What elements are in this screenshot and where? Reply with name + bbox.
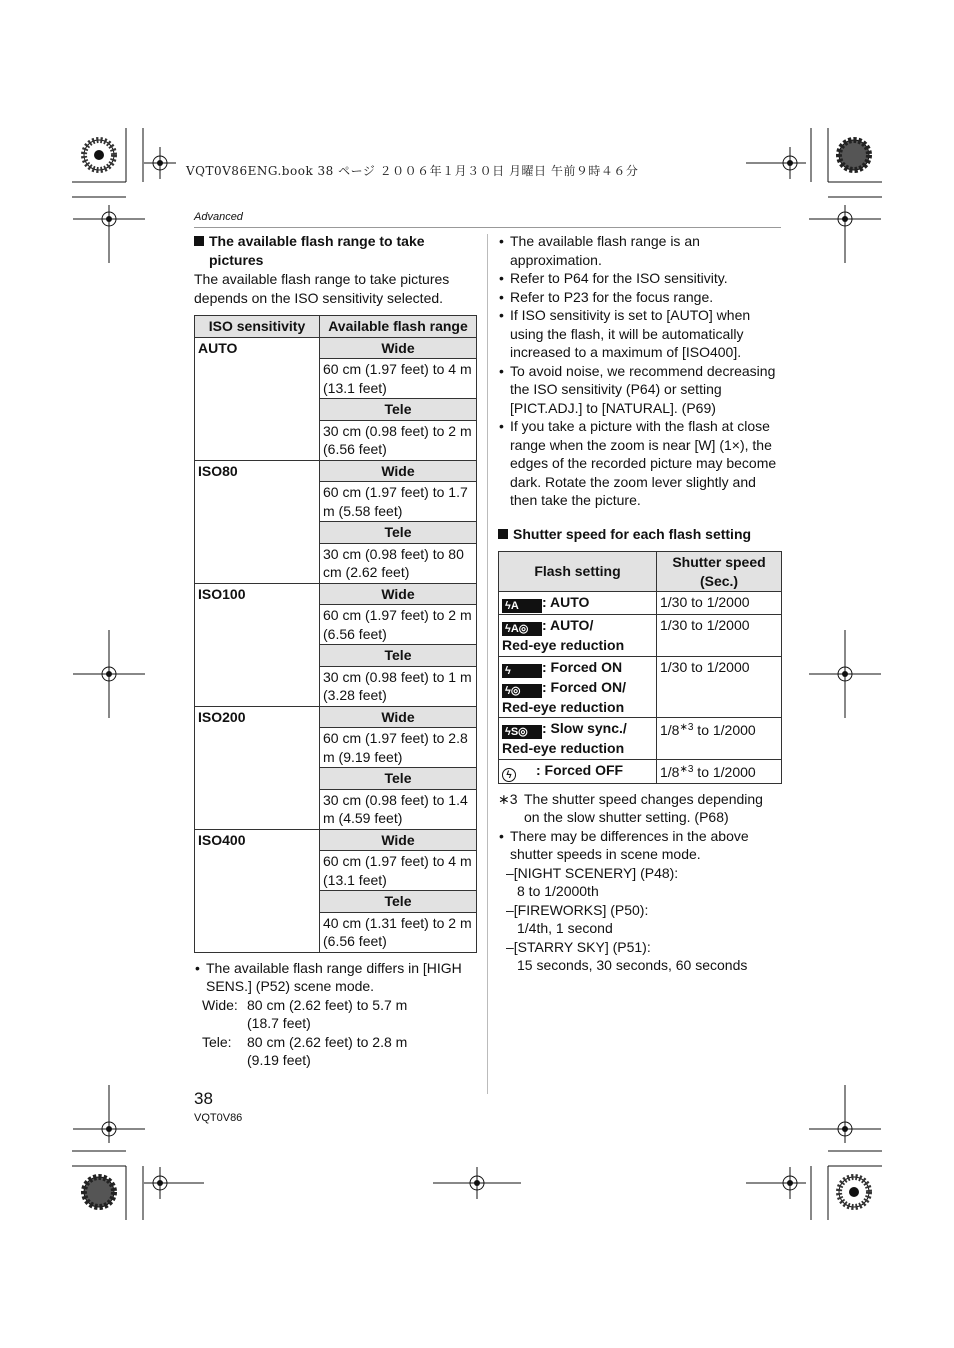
- shutter-speed-cell: [657, 656, 782, 718]
- flash-mode-line: [502, 616, 653, 636]
- column-divider: [487, 234, 488, 1094]
- high-sens-tele-label: Tele:: [202, 1033, 232, 1050]
- shutter-speed-tail: to 1/2000: [693, 763, 756, 780]
- shutter-speed-cell: [657, 718, 782, 760]
- flash-mode-label: : Forced ON: [542, 658, 623, 675]
- shutter-heading: Shutter speed for each flash setting: [498, 525, 782, 544]
- col-header-flash: Flash setting: [499, 552, 657, 592]
- flash-range-heading: The available flash range to take pictures: [194, 232, 478, 269]
- table-row: [499, 592, 782, 615]
- flash-setting-cell: [499, 615, 657, 657]
- col-header-shutter: Shutter speed (Sec.): [657, 552, 782, 592]
- flash-mode-label: : Slow sync./: [542, 720, 627, 736]
- header-rule: [194, 227, 781, 228]
- wide-label: Wide: [320, 583, 477, 605]
- iso-cell: ISO400: [195, 829, 320, 952]
- shutter-speed-tail: to 1/2000: [693, 722, 756, 738]
- flash-mode-line: [502, 678, 653, 698]
- flash-mode-line: [502, 761, 653, 782]
- shutter-speed-value: 1/30 to 1/2000: [660, 617, 750, 633]
- table-row: [195, 460, 477, 482]
- doc-code: VQT0V86: [194, 1112, 243, 1124]
- tele-label: Tele: [320, 768, 477, 790]
- footnote-ref: ∗3: [679, 722, 694, 733]
- wide-range: 60 cm (1.97 feet) to 2 m (6.56 feet): [320, 605, 477, 645]
- flash-mode-icon: ϟ◎: [502, 684, 542, 698]
- flash-mode-icon: ϟA◎: [502, 622, 542, 636]
- wide-range: 60 cm (1.97 feet) to 4 m (13.1 feet): [320, 359, 477, 399]
- scene-mode-speed: 1/4th, 1 second: [517, 920, 613, 936]
- scene-mode-speed: 8 to 1/2000th: [517, 883, 599, 899]
- flash-mode-line: [502, 593, 653, 613]
- wide-label: Wide: [320, 706, 477, 728]
- wide-range: 60 cm (1.97 feet) to 1.7 m (5.58 feet): [320, 482, 477, 522]
- scene-mode-speed: 15 seconds, 30 seconds, 60 seconds: [517, 957, 748, 973]
- wide-label: Wide: [320, 337, 477, 359]
- flash-mode-icon: ϟA: [502, 599, 542, 613]
- flash-mode-label: : Forced ON/: [542, 678, 627, 695]
- wide-label: Wide: [320, 460, 477, 482]
- tele-label: Tele: [320, 645, 477, 667]
- note-bullet: • If you take a picture with the flash at close range when the zoom is near [W] (1×), the edges of the recorded picture may become dark. Rotate the zoom lever slightly and then take the picture.: [498, 417, 782, 510]
- high-sens-tele-value: 80 cm (2.62 feet) to 2.8 m (9.19 feet): [247, 1033, 408, 1068]
- tele-range: 30 cm (0.98 feet) to 1 m (3.28 feet): [320, 666, 477, 706]
- high-sens-wide-value: 80 cm (2.62 feet) to 5.7 m (18.7 feet): [247, 996, 408, 1031]
- section-label: Advanced: [194, 211, 243, 223]
- flash-mode-label: : AUTO: [542, 594, 590, 610]
- scene-mode-item: –[FIREWORKS] (P50):: [506, 901, 649, 918]
- high-sens-wide: [194, 996, 478, 1033]
- flash-off-icon: ϟ: [502, 768, 516, 782]
- flash-setting-cell: [499, 718, 657, 760]
- flash-mode-line: [502, 719, 653, 739]
- note-bullet: • Refer to P64 for the ISO sensitivity.: [498, 269, 782, 288]
- table-row: [499, 615, 782, 657]
- left-column: [194, 232, 478, 1070]
- flash-range-table: [194, 315, 477, 953]
- table-row: [195, 706, 477, 728]
- table-row: [195, 829, 477, 851]
- iso-cell: ISO80: [195, 460, 320, 583]
- shutter-speed-value: 1/30 to 1/2000: [660, 594, 750, 610]
- scene-mode-item: –[STARRY SKY] (P51):: [506, 938, 651, 955]
- iso-cell: ISO100: [195, 583, 320, 706]
- flash-mode-label: : Forced OFF: [536, 761, 624, 778]
- tele-range: 40 cm (1.31 feet) to 2 m (6.56 feet): [320, 912, 477, 952]
- flash-mode-extra: Red-eye reduction: [502, 740, 625, 756]
- tele-label: Tele: [320, 399, 477, 421]
- footnote-3: [498, 790, 782, 827]
- page-number: 38: [194, 1089, 213, 1108]
- high-sens-wide-label: Wide:: [202, 996, 238, 1013]
- shutter-speed-cell: [657, 592, 782, 615]
- high-sens-note: • The available flash range differs in [HIGH SENS.] (P52) scene mode.: [194, 959, 478, 996]
- flash-mode-extra: Red-eye reduction: [502, 698, 625, 715]
- iso-cell: ISO200: [195, 706, 320, 829]
- table-row: [499, 718, 782, 760]
- tele-label: Tele: [320, 891, 477, 913]
- flash-setting-cell: [499, 592, 657, 615]
- tele-range: 30 cm (0.98 feet) to 80 cm (2.62 feet): [320, 543, 477, 583]
- tele-range: 30 cm (0.98 feet) to 1.4 m (4.59 feet): [320, 789, 477, 829]
- shutter-speed-value: 1/8: [660, 722, 680, 738]
- col-header-range: Available flash range: [320, 316, 477, 338]
- tele-range: 30 cm (0.98 feet) to 2 m (6.56 feet): [320, 420, 477, 460]
- note-bullet: • Refer to P23 for the focus range.: [498, 288, 782, 307]
- flash-setting-cell: [499, 656, 657, 718]
- flash-range-intro: The available flash range to take pictures depends on the ISO sensitivity selected.: [194, 271, 450, 306]
- shutter-speed-value: 1/30 to 1/2000: [660, 658, 750, 675]
- table-row: [195, 337, 477, 359]
- scene-mode-list: [498, 864, 782, 975]
- flash-setting-cell: [499, 759, 657, 783]
- note-bullet: • To avoid noise, we recommend decreasing the ISO sensitivity (P64) or setting [PICT.ADJ.] to [NATURAL]. (P69): [498, 362, 782, 418]
- table-row: [195, 583, 477, 605]
- footnote-text: The shutter speed changes depending on the slow shutter setting. (P68): [524, 790, 763, 825]
- shutter-speed-cell: [657, 759, 782, 783]
- flash-mode-label: : AUTO/: [542, 617, 594, 633]
- high-sens-tele: [194, 1033, 478, 1070]
- scene-mode-item: –[NIGHT SCENERY] (P48):: [506, 864, 679, 881]
- wide-label: Wide: [320, 829, 477, 851]
- table-row: [499, 656, 782, 718]
- shutter-speed-table: [498, 551, 782, 784]
- note-bullet: • If ISO sensitivity is set to [AUTO] when using the flash, it will be automatically increased to a maximum of [ISO400].: [498, 306, 782, 362]
- wide-range: 60 cm (1.97 feet) to 4 m (13.1 feet): [320, 851, 477, 891]
- right-column: [498, 232, 782, 975]
- flash-mode-icon: ϟS◎: [502, 725, 542, 739]
- shutter-speed-cell: [657, 615, 782, 657]
- flash-mode-icon: ϟ: [502, 664, 542, 678]
- iso-cell: AUTO: [195, 337, 320, 460]
- wide-range: 60 cm (1.97 feet) to 2.8 m (9.19 feet): [320, 728, 477, 768]
- footnote-ref: ∗3: [679, 763, 694, 775]
- footnote-mark: ∗3: [498, 790, 518, 807]
- note-bullet: • The available flash range is an approximation.: [498, 232, 782, 269]
- scene-mode-note: • There may be differences in the above shutter speeds in scene mode.: [498, 827, 782, 864]
- col-header-iso: ISO sensitivity: [195, 316, 320, 338]
- tele-label: Tele: [320, 522, 477, 544]
- shutter-speed-value: 1/8: [660, 763, 680, 780]
- flash-mode-line: [502, 658, 653, 678]
- print-header-line: VQT0V86ENG.book 38 ページ ２００６年１月３０日 月曜日 午前９時４６分: [186, 164, 639, 178]
- table-row: [499, 759, 782, 783]
- flash-mode-extra: Red-eye reduction: [502, 637, 625, 653]
